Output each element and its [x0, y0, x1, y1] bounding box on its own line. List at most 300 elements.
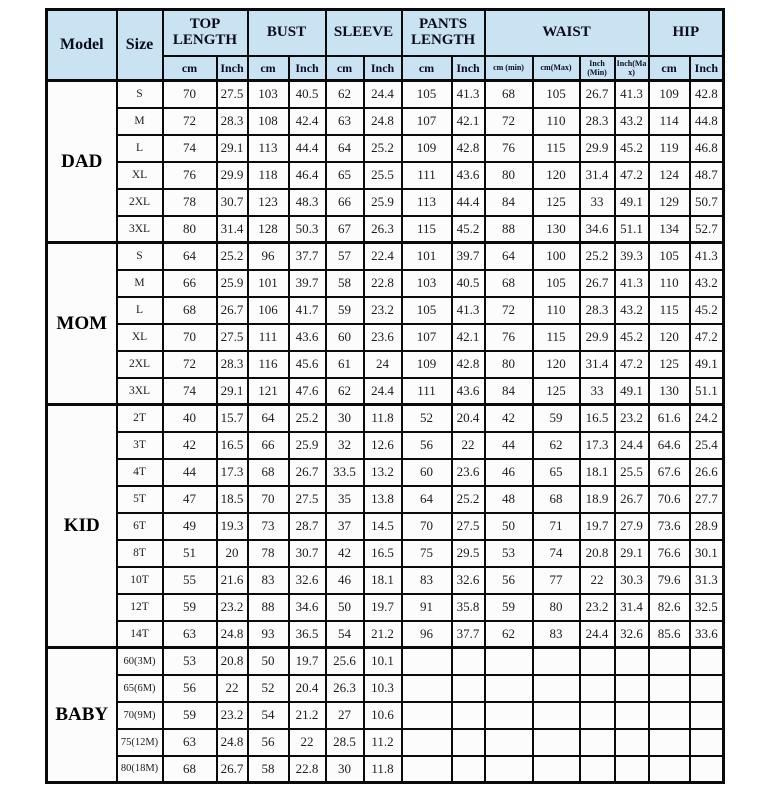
value-cell-65-6m-8: [485, 675, 533, 702]
value-cell-2xl-4: 61: [326, 351, 364, 378]
value-cell-m-7: 42.1: [452, 108, 485, 135]
value-cell-4t-10: 18.1: [580, 459, 615, 486]
table-row-mom-l: [47, 297, 724, 324]
table-row-baby-65-6m: [47, 675, 724, 702]
value-cell-l-6: 109: [402, 135, 452, 162]
value-cell-m-1: 25.9: [217, 270, 248, 297]
value-cell-70-9m-0: 59: [163, 702, 217, 729]
value-cell-2xl-5: 25.9: [364, 189, 402, 216]
size-cell-m: M: [117, 108, 163, 135]
table-row-mom-xl: [47, 324, 724, 351]
value-cell-4t-3: 26.7: [289, 459, 326, 486]
value-cell-14t-0: 63: [163, 621, 217, 648]
value-cell-3xl-11: 49.1: [615, 378, 649, 405]
value-cell-8t-6: 75: [402, 540, 452, 567]
value-cell-xl-1: 27.5: [217, 324, 248, 351]
value-cell-70-9m-12: [649, 702, 690, 729]
value-cell-3xl-3: 47.6: [289, 378, 326, 405]
value-cell-10t-10: 22: [580, 567, 615, 594]
value-cell-80-18m-0: 68: [163, 756, 217, 783]
value-cell-6t-4: 37: [326, 513, 364, 540]
column-subheader-bust-cm: cm: [248, 56, 289, 81]
value-cell-l-9: 110: [533, 297, 580, 324]
value-cell-10t-4: 46: [326, 567, 364, 594]
value-cell-m-13: 44.8: [690, 108, 724, 135]
value-cell-70-9m-1: 23.2: [217, 702, 248, 729]
value-cell-s-4: 57: [326, 243, 364, 270]
size-cell-5t: 5T: [117, 486, 163, 513]
size-cell-3xl: 3XL: [117, 378, 163, 405]
value-cell-xl-1: 29.9: [217, 162, 248, 189]
value-cell-2xl-11: 49.1: [615, 189, 649, 216]
value-cell-3xl-3: 50.3: [289, 216, 326, 243]
value-cell-s-5: 22.4: [364, 243, 402, 270]
value-cell-5t-5: 13.8: [364, 486, 402, 513]
value-cell-60-3m-5: 10.1: [364, 648, 402, 675]
value-cell-75-12m-3: 22: [289, 729, 326, 756]
size-cell-s: S: [117, 243, 163, 270]
value-cell-60-3m-8: [485, 648, 533, 675]
value-cell-75-12m-5: 11.2: [364, 729, 402, 756]
value-cell-8t-12: 76.6: [649, 540, 690, 567]
value-cell-2xl-9: 120: [533, 351, 580, 378]
value-cell-80-18m-7: [452, 756, 485, 783]
table-row-kid-3t: [47, 432, 724, 459]
value-cell-5t-13: 27.7: [690, 486, 724, 513]
value-cell-m-10: 26.7: [580, 270, 615, 297]
value-cell-2xl-10: 33: [580, 189, 615, 216]
model-cell-dad: DAD: [47, 81, 117, 243]
value-cell-75-12m-9: [533, 729, 580, 756]
table-row-kid-5t: [47, 486, 724, 513]
size-cell-70-9m: 70(9M): [117, 702, 163, 729]
value-cell-10t-9: 77: [533, 567, 580, 594]
value-cell-65-6m-6: [402, 675, 452, 702]
value-cell-2t-9: 59: [533, 405, 580, 432]
value-cell-75-12m-8: [485, 729, 533, 756]
value-cell-3xl-7: 45.2: [452, 216, 485, 243]
value-cell-3xl-4: 62: [326, 378, 364, 405]
value-cell-xl-0: 76: [163, 162, 217, 189]
table-row-kid-12t: [47, 594, 724, 621]
table-row-dad-l: [47, 135, 724, 162]
value-cell-s-7: 39.7: [452, 243, 485, 270]
size-cell-xl: XL: [117, 162, 163, 189]
value-cell-s-7: 41.3: [452, 81, 485, 108]
value-cell-10t-13: 31.3: [690, 567, 724, 594]
value-cell-6t-11: 27.9: [615, 513, 649, 540]
value-cell-5t-7: 25.2: [452, 486, 485, 513]
value-cell-2xl-7: 44.4: [452, 189, 485, 216]
value-cell-10t-5: 18.1: [364, 567, 402, 594]
value-cell-6t-0: 49: [163, 513, 217, 540]
value-cell-8t-13: 30.1: [690, 540, 724, 567]
value-cell-2t-11: 23.2: [615, 405, 649, 432]
value-cell-8t-11: 29.1: [615, 540, 649, 567]
value-cell-12t-11: 31.4: [615, 594, 649, 621]
value-cell-12t-8: 59: [485, 594, 533, 621]
value-cell-l-5: 23.2: [364, 297, 402, 324]
column-subheader-waist-inch-max: Inch(Max): [615, 56, 649, 81]
value-cell-70-9m-5: 10.6: [364, 702, 402, 729]
value-cell-60-3m-11: [615, 648, 649, 675]
value-cell-4t-11: 25.5: [615, 459, 649, 486]
value-cell-75-12m-4: 28.5: [326, 729, 364, 756]
value-cell-m-9: 105: [533, 270, 580, 297]
column-subheader-bust-inch: Inch: [289, 56, 326, 81]
value-cell-65-6m-12: [649, 675, 690, 702]
value-cell-14t-13: 33.6: [690, 621, 724, 648]
value-cell-s-9: 100: [533, 243, 580, 270]
value-cell-s-10: 26.7: [580, 81, 615, 108]
value-cell-m-13: 43.2: [690, 270, 724, 297]
value-cell-10t-11: 30.3: [615, 567, 649, 594]
value-cell-60-3m-6: [402, 648, 452, 675]
value-cell-l-5: 25.2: [364, 135, 402, 162]
value-cell-xl-8: 80: [485, 162, 533, 189]
value-cell-l-10: 29.9: [580, 135, 615, 162]
value-cell-2t-3: 25.2: [289, 405, 326, 432]
value-cell-60-3m-12: [649, 648, 690, 675]
value-cell-3t-0: 42: [163, 432, 217, 459]
value-cell-65-6m-1: 22: [217, 675, 248, 702]
table-row-mom-2xl: [47, 351, 724, 378]
value-cell-s-12: 105: [649, 243, 690, 270]
value-cell-80-18m-4: 30: [326, 756, 364, 783]
value-cell-65-6m-9: [533, 675, 580, 702]
column-subheader-waist-cm-max: cm(Max): [533, 56, 580, 81]
column-subheader-top-length-cm: cm: [163, 56, 217, 81]
value-cell-12t-0: 59: [163, 594, 217, 621]
value-cell-m-5: 22.8: [364, 270, 402, 297]
value-cell-3xl-5: 26.3: [364, 216, 402, 243]
column-subheader-waist-inch-min: Inch (Min): [580, 56, 615, 81]
value-cell-l-4: 64: [326, 135, 364, 162]
table-row-dad-2xl: [47, 189, 724, 216]
value-cell-m-4: 63: [326, 108, 364, 135]
value-cell-12t-3: 34.6: [289, 594, 326, 621]
column-subheader-top-length-inch: Inch: [217, 56, 248, 81]
value-cell-3t-7: 22: [452, 432, 485, 459]
value-cell-12t-6: 91: [402, 594, 452, 621]
value-cell-m-11: 41.3: [615, 270, 649, 297]
value-cell-10t-12: 79.6: [649, 567, 690, 594]
value-cell-xl-6: 111: [402, 162, 452, 189]
value-cell-2t-2: 64: [248, 405, 289, 432]
value-cell-65-6m-5: 10.3: [364, 675, 402, 702]
value-cell-3xl-6: 115: [402, 216, 452, 243]
value-cell-m-12: 110: [649, 270, 690, 297]
value-cell-3xl-7: 43.6: [452, 378, 485, 405]
size-cell-12t: 12T: [117, 594, 163, 621]
value-cell-m-7: 40.5: [452, 270, 485, 297]
value-cell-m-0: 72: [163, 108, 217, 135]
value-cell-l-2: 106: [248, 297, 289, 324]
value-cell-s-9: 105: [533, 81, 580, 108]
size-cell-65-6m: 65(6M): [117, 675, 163, 702]
value-cell-65-6m-13: [690, 675, 724, 702]
value-cell-4t-2: 68: [248, 459, 289, 486]
value-cell-2xl-7: 42.8: [452, 351, 485, 378]
value-cell-75-12m-0: 63: [163, 729, 217, 756]
value-cell-4t-13: 26.6: [690, 459, 724, 486]
column-header-model: Model: [47, 10, 117, 81]
value-cell-2t-8: 42: [485, 405, 533, 432]
value-cell-3t-4: 32: [326, 432, 364, 459]
value-cell-70-9m-9: [533, 702, 580, 729]
value-cell-60-3m-7: [452, 648, 485, 675]
value-cell-10t-0: 55: [163, 567, 217, 594]
value-cell-3t-1: 16.5: [217, 432, 248, 459]
value-cell-5t-0: 47: [163, 486, 217, 513]
size-cell-l: L: [117, 297, 163, 324]
value-cell-2xl-12: 129: [649, 189, 690, 216]
value-cell-6t-5: 14.5: [364, 513, 402, 540]
value-cell-65-6m-4: 26.3: [326, 675, 364, 702]
value-cell-10t-2: 83: [248, 567, 289, 594]
value-cell-2t-12: 61.6: [649, 405, 690, 432]
size-cell-2xl: 2XL: [117, 351, 163, 378]
value-cell-3xl-8: 88: [485, 216, 533, 243]
value-cell-3xl-1: 29.1: [217, 378, 248, 405]
size-cell-m: M: [117, 270, 163, 297]
table-row-kid-8t: [47, 540, 724, 567]
value-cell-l-3: 41.7: [289, 297, 326, 324]
value-cell-80-18m-3: 22.8: [289, 756, 326, 783]
value-cell-2xl-3: 48.3: [289, 189, 326, 216]
value-cell-xl-8: 76: [485, 324, 533, 351]
value-cell-14t-6: 96: [402, 621, 452, 648]
value-cell-s-5: 24.4: [364, 81, 402, 108]
value-cell-s-3: 40.5: [289, 81, 326, 108]
value-cell-80-18m-1: 26.7: [217, 756, 248, 783]
value-cell-3xl-4: 67: [326, 216, 364, 243]
column-subheader-sleeve-cm: cm: [326, 56, 364, 81]
table-row-mom-3xl: [47, 378, 724, 405]
value-cell-l-12: 119: [649, 135, 690, 162]
value-cell-2xl-11: 47.2: [615, 351, 649, 378]
value-cell-2t-6: 52: [402, 405, 452, 432]
value-cell-3t-8: 44: [485, 432, 533, 459]
size-cell-8t: 8T: [117, 540, 163, 567]
value-cell-12t-4: 50: [326, 594, 364, 621]
value-cell-70-9m-13: [690, 702, 724, 729]
value-cell-6t-9: 71: [533, 513, 580, 540]
value-cell-70-9m-6: [402, 702, 452, 729]
value-cell-12t-9: 80: [533, 594, 580, 621]
size-cell-14t: 14T: [117, 621, 163, 648]
value-cell-l-9: 115: [533, 135, 580, 162]
value-cell-75-12m-7: [452, 729, 485, 756]
value-cell-12t-2: 88: [248, 594, 289, 621]
value-cell-s-0: 70: [163, 81, 217, 108]
size-cell-xl: XL: [117, 324, 163, 351]
value-cell-l-1: 29.1: [217, 135, 248, 162]
model-cell-kid: KID: [47, 405, 117, 648]
value-cell-14t-7: 37.7: [452, 621, 485, 648]
table-row-baby-70-9m: [47, 702, 724, 729]
table-body: [47, 81, 724, 783]
value-cell-8t-8: 53: [485, 540, 533, 567]
value-cell-l-13: 46.8: [690, 135, 724, 162]
value-cell-80-18m-2: 58: [248, 756, 289, 783]
value-cell-l-2: 113: [248, 135, 289, 162]
value-cell-75-12m-6: [402, 729, 452, 756]
table-row-dad-s: [47, 81, 724, 108]
value-cell-4t-9: 65: [533, 459, 580, 486]
value-cell-2xl-12: 125: [649, 351, 690, 378]
value-cell-s-6: 101: [402, 243, 452, 270]
value-cell-14t-11: 32.6: [615, 621, 649, 648]
value-cell-2t-13: 24.2: [690, 405, 724, 432]
value-cell-5t-2: 70: [248, 486, 289, 513]
value-cell-3t-6: 56: [402, 432, 452, 459]
value-cell-70-9m-8: [485, 702, 533, 729]
value-cell-12t-10: 23.2: [580, 594, 615, 621]
value-cell-l-11: 43.2: [615, 297, 649, 324]
value-cell-2xl-1: 30.7: [217, 189, 248, 216]
value-cell-6t-1: 19.3: [217, 513, 248, 540]
value-cell-2xl-8: 84: [485, 189, 533, 216]
table-row-baby-60-3m: [47, 648, 724, 675]
value-cell-3xl-12: 130: [649, 378, 690, 405]
value-cell-3t-13: 25.4: [690, 432, 724, 459]
value-cell-80-18m-9: [533, 756, 580, 783]
value-cell-xl-5: 25.5: [364, 162, 402, 189]
value-cell-5t-11: 26.7: [615, 486, 649, 513]
value-cell-65-6m-10: [580, 675, 615, 702]
value-cell-14t-2: 93: [248, 621, 289, 648]
value-cell-14t-12: 85.6: [649, 621, 690, 648]
value-cell-xl-13: 48.7: [690, 162, 724, 189]
value-cell-12t-7: 35.8: [452, 594, 485, 621]
value-cell-s-10: 25.2: [580, 243, 615, 270]
value-cell-l-7: 42.8: [452, 135, 485, 162]
value-cell-12t-12: 82.6: [649, 594, 690, 621]
value-cell-80-18m-8: [485, 756, 533, 783]
column-group-waist: WAIST: [485, 10, 649, 57]
value-cell-4t-7: 23.6: [452, 459, 485, 486]
value-cell-2t-10: 16.5: [580, 405, 615, 432]
value-cell-3xl-13: 52.7: [690, 216, 724, 243]
value-cell-8t-10: 20.8: [580, 540, 615, 567]
value-cell-75-12m-13: [690, 729, 724, 756]
value-cell-5t-1: 18.5: [217, 486, 248, 513]
value-cell-l-8: 76: [485, 135, 533, 162]
value-cell-2t-0: 40: [163, 405, 217, 432]
value-cell-3t-3: 25.9: [289, 432, 326, 459]
value-cell-xl-10: 31.4: [580, 162, 615, 189]
column-subheader-pants-length-cm: cm: [402, 56, 452, 81]
value-cell-3xl-0: 80: [163, 216, 217, 243]
value-cell-2xl-6: 113: [402, 189, 452, 216]
value-cell-10t-8: 56: [485, 567, 533, 594]
value-cell-3xl-2: 121: [248, 378, 289, 405]
value-cell-5t-4: 35: [326, 486, 364, 513]
table-row-kid-14t: [47, 621, 724, 648]
value-cell-l-4: 59: [326, 297, 364, 324]
value-cell-80-18m-6: [402, 756, 452, 783]
value-cell-l-12: 115: [649, 297, 690, 324]
value-cell-12t-5: 19.7: [364, 594, 402, 621]
value-cell-3xl-5: 24.4: [364, 378, 402, 405]
value-cell-5t-10: 18.9: [580, 486, 615, 513]
value-cell-xl-4: 65: [326, 162, 364, 189]
table-row-baby-75-12m: [47, 729, 724, 756]
value-cell-6t-2: 73: [248, 513, 289, 540]
value-cell-l-1: 26.7: [217, 297, 248, 324]
value-cell-6t-6: 70: [402, 513, 452, 540]
value-cell-xl-11: 47.2: [615, 162, 649, 189]
column-group-bust: BUST: [248, 10, 326, 57]
value-cell-m-8: 72: [485, 108, 533, 135]
value-cell-2xl-10: 31.4: [580, 351, 615, 378]
value-cell-4t-6: 60: [402, 459, 452, 486]
value-cell-60-3m-4: 25.6: [326, 648, 364, 675]
value-cell-65-6m-11: [615, 675, 649, 702]
size-cell-2t: 2T: [117, 405, 163, 432]
value-cell-l-0: 68: [163, 297, 217, 324]
value-cell-xl-12: 120: [649, 324, 690, 351]
value-cell-10t-3: 32.6: [289, 567, 326, 594]
table-row-kid-2t: [47, 405, 724, 432]
value-cell-l-10: 28.3: [580, 297, 615, 324]
size-cell-3t: 3T: [117, 432, 163, 459]
value-cell-3xl-8: 84: [485, 378, 533, 405]
value-cell-2xl-2: 123: [248, 189, 289, 216]
value-cell-60-3m-3: 19.7: [289, 648, 326, 675]
value-cell-8t-3: 30.7: [289, 540, 326, 567]
value-cell-14t-5: 21.2: [364, 621, 402, 648]
value-cell-3t-2: 66: [248, 432, 289, 459]
value-cell-m-3: 39.7: [289, 270, 326, 297]
value-cell-l-13: 45.2: [690, 297, 724, 324]
value-cell-xl-5: 23.6: [364, 324, 402, 351]
value-cell-l-11: 45.2: [615, 135, 649, 162]
value-cell-60-3m-13: [690, 648, 724, 675]
value-cell-2xl-13: 50.7: [690, 189, 724, 216]
size-cell-80-18m: 80(18M): [117, 756, 163, 783]
value-cell-s-11: 39.3: [615, 243, 649, 270]
value-cell-3xl-13: 51.1: [690, 378, 724, 405]
value-cell-l-7: 41.3: [452, 297, 485, 324]
value-cell-10t-6: 83: [402, 567, 452, 594]
value-cell-70-9m-10: [580, 702, 615, 729]
value-cell-xl-13: 47.2: [690, 324, 724, 351]
value-cell-xl-3: 43.6: [289, 324, 326, 351]
value-cell-80-18m-5: 11.8: [364, 756, 402, 783]
value-cell-60-3m-2: 50: [248, 648, 289, 675]
value-cell-60-3m-10: [580, 648, 615, 675]
value-cell-8t-4: 42: [326, 540, 364, 567]
table-row-dad-m: [47, 108, 724, 135]
value-cell-xl-10: 29.9: [580, 324, 615, 351]
column-group-sleeve: SLEEVE: [326, 10, 402, 57]
value-cell-m-2: 101: [248, 270, 289, 297]
value-cell-2xl-2: 116: [248, 351, 289, 378]
value-cell-80-18m-13: [690, 756, 724, 783]
value-cell-3t-11: 24.4: [615, 432, 649, 459]
value-cell-8t-5: 16.5: [364, 540, 402, 567]
value-cell-12t-1: 23.2: [217, 594, 248, 621]
value-cell-xl-2: 118: [248, 162, 289, 189]
value-cell-5t-8: 48: [485, 486, 533, 513]
value-cell-l-0: 74: [163, 135, 217, 162]
table-row-mom-s: [47, 243, 724, 270]
value-cell-14t-3: 36.5: [289, 621, 326, 648]
value-cell-8t-2: 78: [248, 540, 289, 567]
table-row-mom-m: [47, 270, 724, 297]
